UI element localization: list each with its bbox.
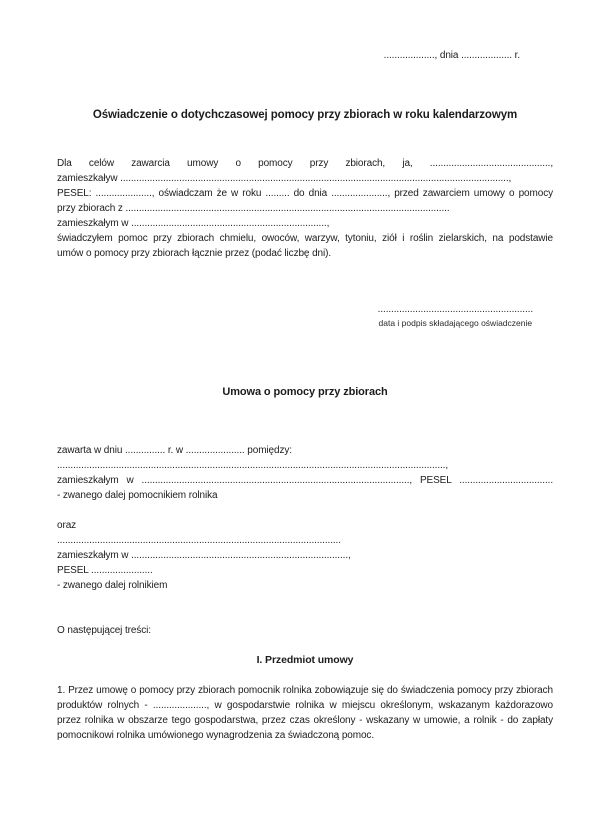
agreement-line: zamieszkałym w .................................................................................,	[57, 550, 351, 561]
agreement-line: - zwanego dalej rolnikiem	[57, 580, 168, 591]
declaration-line: świadczyłem pomoc przy zbiorach chmielu, owoców, warzyw, tytoniu, ziół i roślin zielarskich, na podstawie	[57, 233, 553, 244]
section-line: 1. Przez umowę o pomocy przy zbiorach pomocnik rolnika zobowiązuje się do świadczenia pomocy przy zbiorach	[57, 685, 553, 696]
agreement-line: zawarta w dniu ............... r. w ...................... pomiędzy:	[57, 445, 292, 456]
section-1-paragraph	[57, 683, 553, 743]
declaration-line: zamieszkaływ .................................................................................................................................................,	[57, 173, 512, 184]
agreement-line: oraz	[57, 520, 77, 531]
agreement-line: PESEL .......................	[57, 565, 153, 576]
signature-block	[57, 302, 533, 331]
section-line: produktów rolnych - ...................., w gospodarstwie rolnika w miejscu określonym, wskazanym każdorazowo	[57, 700, 553, 711]
declaration-line: PESEL: ....................., oświadczam że w roku ......... do dnia ....................., przed zawarciem umowy o pomocy	[57, 188, 553, 199]
signature-dots-line: ..........................................................	[377, 304, 533, 315]
agreement-title: Umowa o pomocy przy zbiorach	[222, 386, 388, 398]
declaration-line: przy zbiorach z .........................................................................................................................	[57, 203, 450, 214]
section-1-heading: I. Przedmiot umowy	[256, 654, 354, 666]
agreement-second-party	[57, 518, 553, 593]
declaration-line: Dla celów zawarcia umowy o pomocy przy zbiorach, ja, .............................................,	[57, 158, 553, 169]
signature-caption: data i podpis składającego oświadczenie	[378, 318, 533, 328]
declaration-line: umów o pomocy przy zbiorach łącznie przez (podać liczbę dni).	[57, 248, 332, 259]
declaration-body	[57, 156, 553, 261]
agreement-line: .................................................................................................................................................,	[57, 460, 449, 471]
signature-area	[378, 302, 533, 330]
declaration-title: Oświadczenie o dotychczasowej pomocy przy zbiorach w roku kalendarzowym	[92, 109, 518, 121]
content-intro: O następującej treści:	[57, 625, 151, 636]
agreement-line: ..........................................................................................................	[57, 535, 341, 546]
agreement-line: zamieszkałym w ...................................................................................................., PESEL ...................................	[57, 475, 553, 486]
date-place-line: ..................., dnia ................... r.	[383, 50, 520, 61]
agreement-first-party	[57, 443, 553, 503]
section-line: pomocnikowi rolnika umówionego wynagrodzenia za świadczoną pomoc.	[57, 730, 375, 741]
section-line: przez rolnika w obszarze tego gospodarstwa, przez czas określony - wskazany w umowie, a rolnik - do zapłaty	[57, 715, 553, 726]
agreement-line: - zwanego dalej pomocnikiem rolnika	[57, 490, 218, 501]
declaration-line: zamieszkałym w .........................................................................,	[57, 218, 330, 229]
